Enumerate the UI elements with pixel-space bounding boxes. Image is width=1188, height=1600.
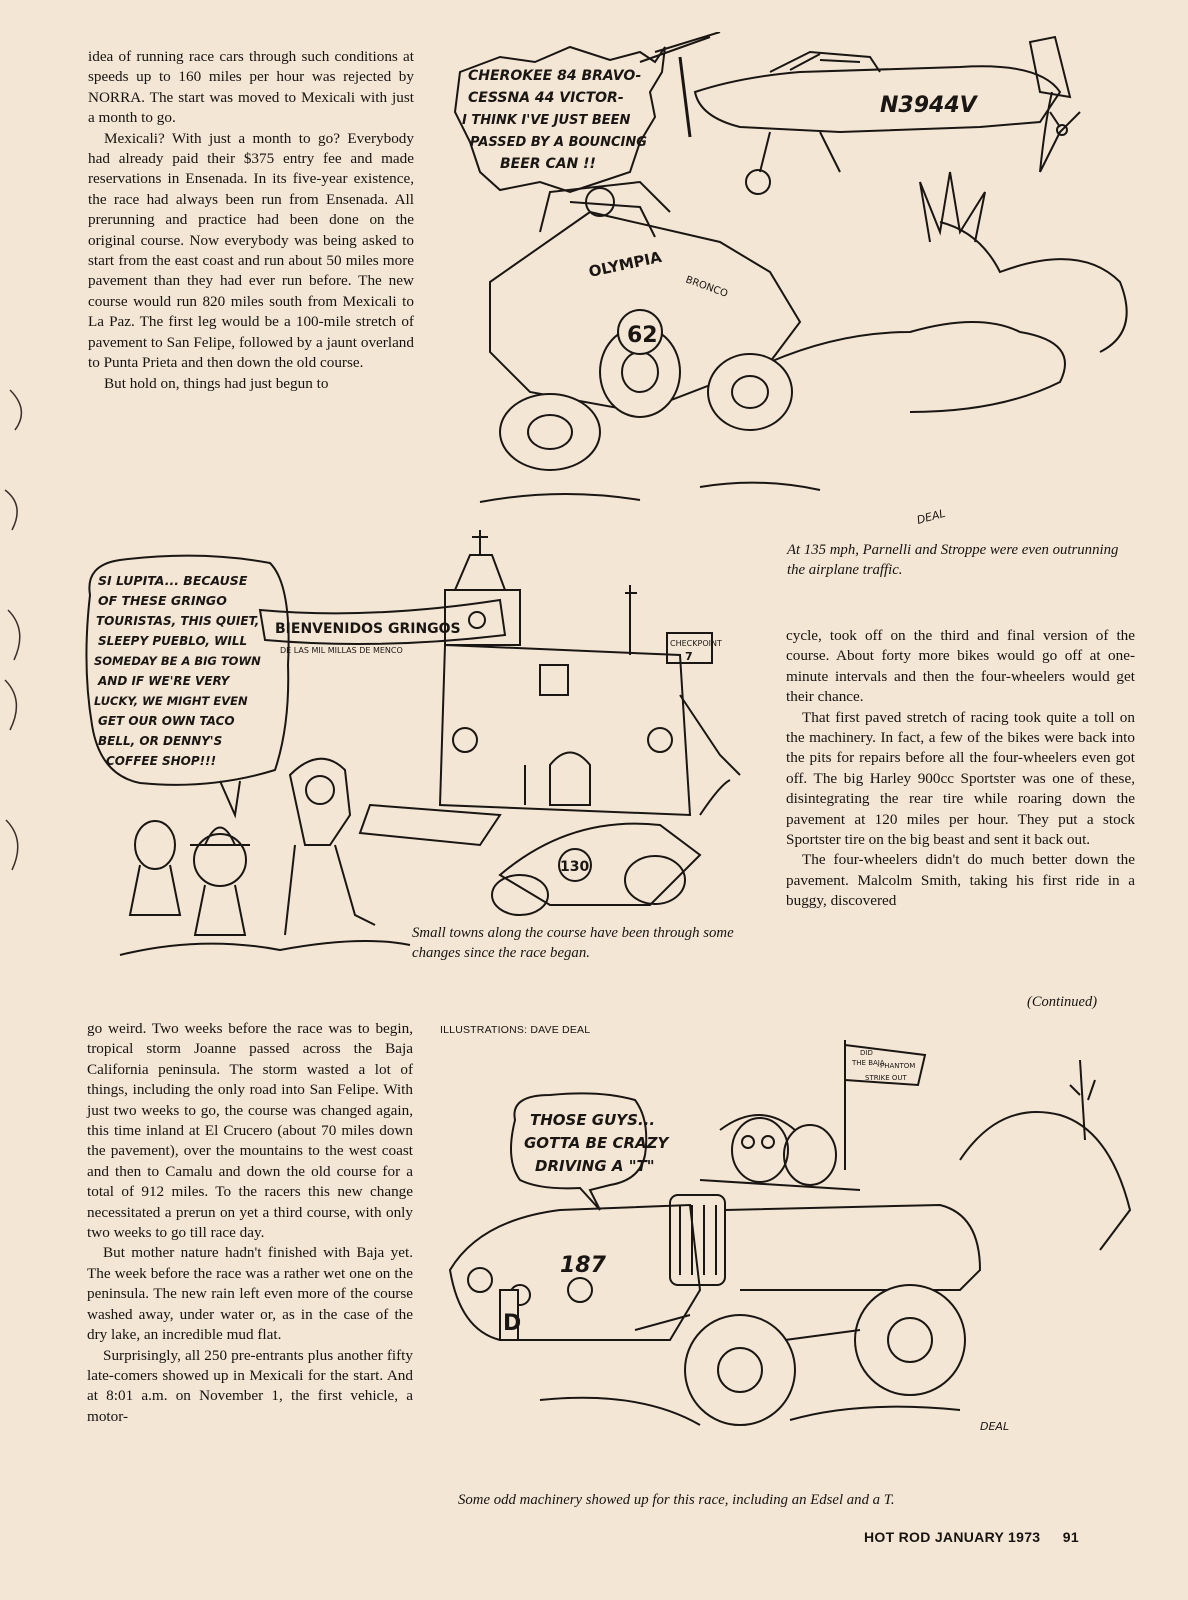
paragraph: go weird. Two weeks before the race was to begin, tropical storm Joanne passed across the Baja California peninsula. The storm wasted a lot of things, including the only road into San Felipe. With just two weeks to go, the course was changed again, this time inland at El Crucero (about 70 miles down the pavement), over the mountains to the west coast and then to Camalu and down the old course for a total of 912 miles. To the racers this new change necessitated a prerun on yet a third course, with only two weeks to go till race day. bbox=[87, 1020, 413, 1242]
bubble-line: COFFEE SHOP!!! bbox=[106, 754, 217, 768]
artist-signature: DEAL bbox=[980, 1420, 1010, 1433]
buggy-drawing bbox=[492, 780, 730, 915]
dust-cloud bbox=[770, 322, 1065, 412]
paragraph: The four-wheelers didn't do much better down the pavement. Malcolm Smith, taking his first ride in a buggy, discovered bbox=[786, 851, 1135, 910]
car-model: BRONCO bbox=[683, 274, 730, 300]
page-number: 91 bbox=[1062, 1529, 1079, 1545]
artist-signature: DEAL bbox=[915, 506, 947, 527]
bubble-line: TOURISTAS, THIS QUIET, bbox=[96, 614, 260, 628]
town-illustration bbox=[80, 515, 770, 965]
flag-line: DID bbox=[860, 1049, 873, 1057]
hill bbox=[960, 1112, 1130, 1250]
caption-text: At 135 mph, Parnelli and Stroppe were even outrunning the airplane traffic. bbox=[787, 542, 1119, 578]
banner-subtext: DE LAS MIL MILLAS DE MENCO bbox=[280, 646, 403, 655]
airplane-bronco-illustration bbox=[440, 32, 1160, 532]
bubble-line: SOMEDAY BE A BIG TOWN bbox=[94, 654, 261, 668]
caption-town bbox=[412, 923, 762, 963]
bubble-line: PASSED BY A BOUNCING bbox=[470, 135, 647, 150]
bubble-line: SI LUPITA... BECAUSE bbox=[98, 573, 248, 588]
paragraph: But mother nature hadn't finished with Baja yet. The week before the race was a rather wet one on the peninsula. The new rain left even more of the course washed away, under water or, as in the case of the dry lake, an incredible mud flat. bbox=[87, 1244, 413, 1344]
ground-scribbles bbox=[120, 941, 410, 955]
car-number: 62 bbox=[627, 323, 658, 348]
margin-scribbles bbox=[0, 380, 40, 940]
article-column-left-top bbox=[88, 47, 414, 394]
caption-text: Some odd machinery showed up for this race, including an Edsel and a T. bbox=[458, 1492, 895, 1508]
bubble-line: I THINK I'VE JUST BEEN bbox=[462, 113, 631, 128]
cars-drawing bbox=[450, 1195, 980, 1425]
checkpoint-number: 7 bbox=[685, 650, 693, 663]
paragraph: cycle, took off on the third and final version of the course. About forty more bikes would go off at one-minute intervals and then the four-wheelers would get their chance. bbox=[786, 627, 1135, 706]
paragraph: Surprisingly, all 250 pre-entrants plus another fifty late-comers showed up in Mexicali for the start. And at 8:01 a.m. on November 1, the first vehicle, a motor- bbox=[87, 1346, 413, 1425]
article-column-left-bottom bbox=[87, 1019, 413, 1427]
bronco-drawing bbox=[490, 182, 800, 470]
edsel-model-t-illustration bbox=[440, 1040, 1140, 1450]
flag-line: PHANTOM bbox=[880, 1062, 916, 1070]
cactus bbox=[1070, 1060, 1095, 1140]
ground-scribbles bbox=[480, 483, 820, 502]
caption-edsel bbox=[458, 1490, 1098, 1510]
continued-label: (Continued) bbox=[1027, 994, 1098, 1010]
bubble-line: AND IF WE'RE VERY bbox=[98, 674, 230, 688]
bubble-line: DRIVING A "T" bbox=[535, 1157, 655, 1175]
flag-line: STRIKE OUT bbox=[865, 1074, 907, 1082]
bubble-line: GET OUR OWN TACO bbox=[98, 714, 235, 728]
caption-airplane bbox=[787, 540, 1127, 580]
church-drawing bbox=[360, 530, 740, 845]
car-number: 130 bbox=[560, 859, 590, 875]
bubble-line: BEER CAN !! bbox=[500, 156, 596, 172]
bubble-line: CESSNA 44 VICTOR- bbox=[468, 90, 624, 106]
airplane-drawing bbox=[680, 37, 1070, 194]
tail-number: N3944V bbox=[880, 93, 977, 118]
paragraph: But hold on, things had just begun to bbox=[104, 374, 329, 392]
bubble-line: SLEEPY PUEBLO, WILL bbox=[98, 634, 248, 648]
article-column-right bbox=[786, 626, 1135, 912]
bubble-line: OF THESE GRINGO bbox=[98, 593, 227, 608]
d-plate: D bbox=[503, 1311, 522, 1336]
car-number: 187 bbox=[560, 1253, 606, 1278]
banner-text: BIENVENIDOS GRINGOS bbox=[275, 621, 461, 637]
paragraph: Mexicali? With just a month to go? Everybody had already paid their $375 entry fee and made reservations in Ensenada. In its five-year existence, the race had always been run from Ensenada. All prerunning and practice had been done on the original course. Now everybody was being asked to start from the east coast and run about 50 miles more pavement than they had ever run before. The new course would run 820 miles south from Mexicali to La Paz. The first leg would be a 100-mile stretch of pavement to San Felipe, followed by a jaunt overland to Punta Prieta and then down the old course. bbox=[88, 129, 414, 372]
page-footer bbox=[864, 1529, 1079, 1545]
speech-bubble bbox=[86, 556, 288, 785]
magazine-issue: HOT ROD JANUARY 1973 bbox=[864, 1529, 1041, 1545]
caption-text: Small towns along the course have been through some changes since the race began. bbox=[412, 925, 734, 961]
dust-cloud bbox=[940, 222, 1127, 352]
drivers-drawing bbox=[700, 1115, 860, 1190]
paragraph: idea of running race cars through such conditions at speeds up to 160 miles per hour was rejected by NORRA. The start was moved to Mexicali with just a month to go. bbox=[88, 48, 414, 127]
bubble-line: BELL, OR DENNY'S bbox=[98, 734, 223, 748]
bubble-line: THOSE GUYS... bbox=[530, 1111, 656, 1129]
speech-pointer bbox=[220, 781, 240, 815]
bubble-line: GOTTA BE CRAZY bbox=[524, 1134, 669, 1152]
bubble-line: CHEROKEE 84 BRAVO- bbox=[468, 68, 642, 84]
car-brand: OLYMPIA bbox=[587, 247, 664, 281]
illustration-credit: ILLUSTRATIONS: DAVE DEAL bbox=[440, 1024, 591, 1036]
flag-line: THE BAJA bbox=[852, 1059, 885, 1067]
paragraph: That first paved stretch of racing took quite a toll on the machinery. In fact, a few of the bikes were back into the pits for repairs before all the four-wheelers even got off. The big Harley 900cc Sportster was one of these, disintegrating the rear tire while roaring down the pavement at 120 miles per hour. They put a stock Sportster tire on the big beast and sent it back out. bbox=[786, 708, 1135, 849]
bubble-line: LUCKY, WE MIGHT EVEN bbox=[94, 694, 248, 708]
checkpoint-label: CHECKPOINT bbox=[670, 639, 722, 648]
